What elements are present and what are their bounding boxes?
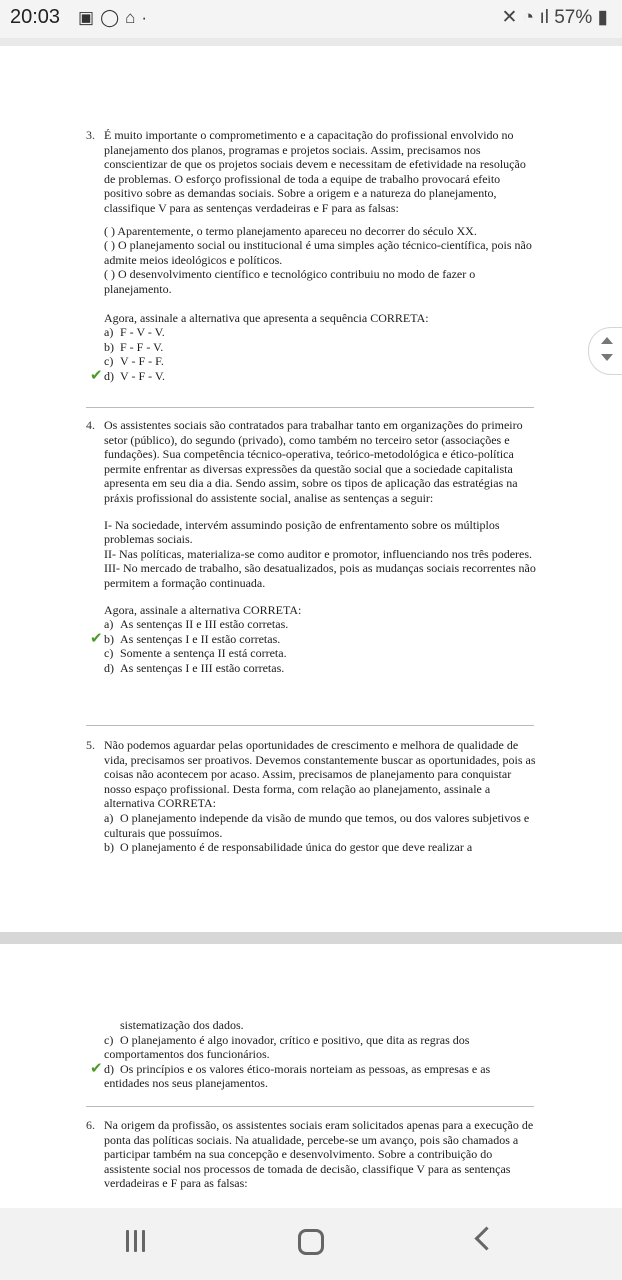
option-c[interactable]: c) V - F - F. xyxy=(104,354,164,369)
option-c[interactable]: c) Somente a sentença II está correta. xyxy=(104,646,287,661)
question-number: 3. xyxy=(86,128,95,142)
whatsapp-icon: ◯ xyxy=(100,8,126,27)
option-b[interactable]: b) O planejamento é de responsabilidade única do gestor que deve realizar a xyxy=(104,840,473,855)
recent-apps-icon[interactable] xyxy=(126,1230,150,1252)
question-number: 6. xyxy=(86,1118,95,1132)
statement: ( ) Aparentemente, o termo planejamento apareceu no decorrer do século XX. xyxy=(104,223,477,238)
image-icon: ▣ xyxy=(78,8,101,27)
option-a[interactable]: a) O planejamento independe da visão de mundo que temos, ou dos valores subjetivos e culturais que possuímos. xyxy=(104,810,530,840)
check-icon: ✔ xyxy=(90,628,103,647)
question-prompt: Agora, assinale a alternativa que apresenta a sequência CORRETA: xyxy=(104,310,429,325)
divider xyxy=(86,1106,534,1107)
question-4 xyxy=(86,418,538,676)
status-bar xyxy=(0,0,622,38)
statement: ( ) O desenvolvimento científico e tecnológico contribuiu no modo de fazer o planejamento. xyxy=(104,267,476,296)
divider xyxy=(86,407,534,408)
option-d[interactable]: d) As sentenças I e III estão corretas. xyxy=(104,660,285,675)
option-a[interactable]: a) F - V - V. xyxy=(104,325,165,340)
status-time: 20:03 xyxy=(10,6,61,28)
statement: ( ) O planejamento social ou institucional é uma simples ação técnico-científica, pois não admite meios ideológicos e políticos. xyxy=(104,238,532,267)
question-number: 4. xyxy=(86,418,95,432)
scroll-down-icon xyxy=(601,354,613,361)
statement: II- Nas políticas, materializa-se como auditor e promotor, influenciando nos três poderes. xyxy=(104,546,533,561)
question-5-continued xyxy=(86,1018,538,1091)
option-a[interactable]: a) As sentenças II e III estão corretas. xyxy=(104,617,289,632)
battery-label: 57% xyxy=(554,7,593,28)
top-divider xyxy=(0,38,622,46)
status-right xyxy=(501,6,608,29)
option-b-continuation: sistematização dos dados. xyxy=(120,1018,244,1032)
question-text: Não podemos aguardar pelas oportunidades de crescimento e melhora de qualidade de vida, precisamos ser proativos. Devemos constantemente buscar as oportunidades, pois as coisas não acontecem por acaso. Assim, precisamos de planejamento para conquistar nosso espaço profissional. Desta forma, com relação ao planejamento, assinale a alternativa CORRETA: xyxy=(104,738,536,811)
home-icon[interactable] xyxy=(298,1229,324,1255)
scroll-arrows-button[interactable] xyxy=(588,327,622,375)
option-d[interactable]: ✔ d) Os princípios e os valores ético-morais norteiam as pessoas, as empresas e as entidades nos seus planejamentos. xyxy=(90,1058,491,1091)
option-c[interactable]: c) O planejamento é algo inovador, crítico e positivo, que dita as regras dos comportamentos dos funcionários. xyxy=(104,1032,470,1062)
question-text: Os assistentes sociais são contratados para trabalhar tanto em organizações do primeiro setor (público), do segundo (privado), como também no terceiro setor (associações e fundações). Sua competência técnico-operativa, teórico-metodológica e ético-política permite enfrentar as diversas expressões da questão social que a sociedade capitalista apresenta em seu dia a dia. Sendo assim, sobre os tipos de aplicação das estratégias na práxis profissional do assistente social, analise as sentenças a seguir: xyxy=(104,418,523,505)
navigation-bar xyxy=(0,1208,622,1280)
question-prompt: Agora, assinale a alternativa CORRETA: xyxy=(104,602,302,617)
scroll-up-icon xyxy=(601,337,613,344)
check-icon: ✔ xyxy=(90,1058,103,1077)
option-b[interactable]: b) F - F - V. xyxy=(104,339,164,354)
battery-icon: ▮ xyxy=(597,7,608,28)
check-icon: ✔ xyxy=(90,365,103,384)
option-b[interactable]: ✔ b) As sentenças I e II estão corretas. xyxy=(90,628,281,647)
question-5 xyxy=(86,738,538,855)
question-text: É muito importante o comprometimento e a capacitação do profissional envolvido no planejamento dos planos, programas e projetos sociais. Assim, precisamos nos conscientizar de que os projetos sociais devem e necessitam de efetividade na resolução de problemas. O esforço profissional de toda a equipe de trabalho provocará efeito positivo sobre as demandas sociais. Sobre a origem e a natureza do planejamento, classifique V para as sentenças verdadeiras e F para as falsas: xyxy=(104,128,526,215)
question-6 xyxy=(86,1118,538,1191)
cleaner-icon: ⌂ xyxy=(125,8,142,27)
notification-icons xyxy=(78,8,153,28)
mute-icon: ✕ xyxy=(501,7,518,28)
divider xyxy=(86,725,534,726)
question-number: 5. xyxy=(86,738,95,752)
option-d[interactable]: ✔ d) V - F - V. xyxy=(90,365,166,384)
page-break-band xyxy=(0,932,622,944)
statement: I- Na sociedade, intervém assumindo posição de enfrentamento sobre os múltiplos problemas sociais. xyxy=(104,517,500,547)
wifi-icon: ◔ xyxy=(522,7,535,28)
dot-icon: · xyxy=(141,8,154,27)
back-icon[interactable] xyxy=(474,1226,498,1250)
statement: III- No mercado de trabalho, são desatualizados, pois as mudanças sociais recorrentes não permitem a formação continuada. xyxy=(104,561,536,590)
question-text: Na origem da profissão, os assistentes sociais eram solicitados apenas para a execução de ponta das políticas sociais. Na atualidade, percebe-se um avanço, pois são chamados a participar também na sua concepção e desenvolvimento. Sobre a contribuição do assistente social nos processos de tomada de decisão, classifique V para as sentenças verdadeiras e F para as falsas: xyxy=(104,1118,534,1191)
signal-icon: ıl xyxy=(539,7,549,28)
question-3 xyxy=(86,128,538,384)
